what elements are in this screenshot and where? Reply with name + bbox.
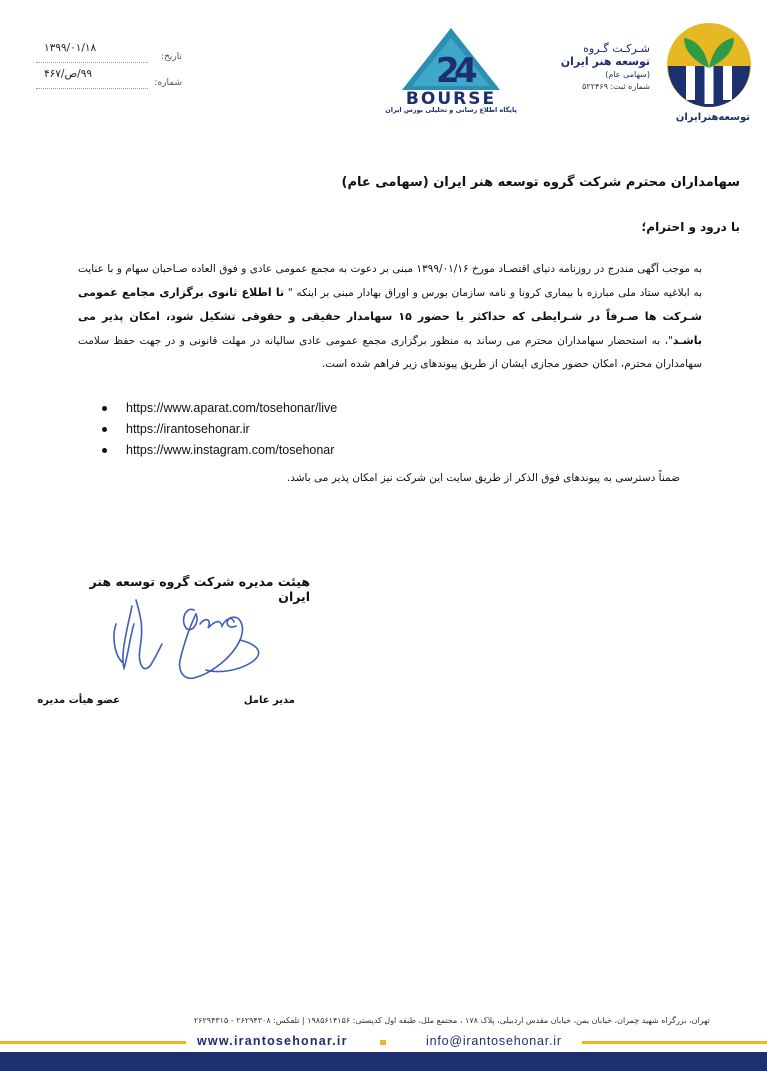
main-paragraph-emphasis: تا اطلاع ثانوی برگزاری مجامع عمومی شـرکت ها صـرفاً در شـرایطی که حداکثر با حضور ۱۵ سهامدار حقیقی و حقوقی تشکیل شود، امکان پذیر می باشـد bbox=[78, 286, 702, 347]
role-board-member: عضو هیأت مدیره bbox=[37, 695, 120, 706]
svg-text:2: 2 bbox=[436, 51, 460, 91]
main-paragraph bbox=[78, 258, 702, 376]
company-name-line2: توسعه هنر ایران bbox=[560, 55, 650, 68]
link-website[interactable]: https://irantosehonar.ir bbox=[126, 422, 250, 436]
footer-separator bbox=[380, 1040, 386, 1045]
main-paragraph-intro: به موجب آگهی مندرج در روزنامه دنیای اقتصـاد مورخ ۱۳۹۹/۰۱/۱۶ مبنی بر دعوت به مجمع عمومی عادی و فوق العاده صـاحبان سهام و با عنایت به ابلاغیه ستاد ملی مبارزه با بیماری کرونا و نامه سازمان بورس و اوراق بهادار مبنی بر اینکه " bbox=[78, 263, 702, 299]
signature-icon bbox=[100, 596, 290, 696]
role-ceo: مدیر عامل bbox=[243, 695, 295, 706]
bourse-caption: پایگاه اطلاع رسانی و تحلیلی بورس ایران bbox=[385, 106, 517, 114]
letter-meta bbox=[32, 42, 182, 94]
link-aparat[interactable]: https://www.aparat.com/tosehonar/live bbox=[126, 401, 338, 415]
bullet-icon bbox=[102, 448, 107, 453]
footer-contact-row bbox=[0, 1034, 767, 1050]
number-dots bbox=[36, 88, 148, 89]
company-name-line1: شـركـت گـروه bbox=[583, 42, 650, 55]
footer-website-link[interactable]: www.irantosehonar.ir bbox=[197, 1034, 348, 1048]
date-value: ۱۳۹۹/۰۱/۱۸ bbox=[44, 42, 97, 54]
footer-divider-right bbox=[582, 1041, 767, 1044]
bourse-logo-text: BOURSE bbox=[405, 89, 497, 109]
footer-divider-left bbox=[0, 1041, 186, 1044]
footer-band bbox=[0, 1052, 767, 1071]
board-title: هیئت مدیره شرکت گروه توسعه هنر ایران bbox=[89, 574, 310, 604]
secondary-paragraph: ضمناً دسترسی به پیوندهای فوق الذکر از طریق سایت این شرکت نیز امکان پذیر می باشد. bbox=[286, 472, 680, 484]
recipient-heading: سهامداران محترم شرکت گروه توسعه هنر ایران (سهامی عام) bbox=[341, 175, 740, 190]
company-logo-icon bbox=[666, 22, 752, 108]
footer-address: تهران، بزرگراه شهید چمران، خیابان یمن، خیابان مقدس اردبیلی، پلاک ۱۷۸ ، مجتمع ملل، طبقه اول کدپستی: ۱۹۸۵۶۱۴۱۵۶ | تلفکس: ۲۶۲۹۴۳۰۸ - ۲۶۲۹۴۳۱۵ bbox=[193, 1016, 710, 1025]
date-row bbox=[32, 42, 182, 68]
company-name-line3: (سهامی عام) bbox=[605, 70, 650, 79]
footer-email-link[interactable]: info@irantosehonar.ir bbox=[426, 1034, 562, 1048]
main-paragraph-conclusion: "، به استحضار سهامداران محترم می رساند به منظور برگزاری مجمع عمومی عادی سالیانه در مهلت قانونی و در جهت حفظ سلامت سهامداران محترم، امکان حضور مجازی ایشان از طریق پیوندهای زیر فراهم شده است. bbox=[78, 335, 702, 370]
company-logo-text: توسعه‌هنر‌ایران bbox=[675, 112, 750, 123]
list-item bbox=[102, 440, 502, 461]
date-label: تاریخ: bbox=[161, 52, 182, 62]
svg-text:4: 4 bbox=[454, 51, 478, 91]
number-row bbox=[32, 68, 182, 94]
bullet-icon bbox=[102, 406, 107, 411]
greeting: با درود و احترام؛ bbox=[641, 220, 740, 234]
link-instagram[interactable]: https://www.instagram.com/tosehonar bbox=[126, 443, 335, 457]
link-list bbox=[102, 398, 502, 461]
number-label: شماره: bbox=[154, 78, 182, 88]
list-item bbox=[102, 419, 502, 440]
date-dots bbox=[36, 62, 148, 63]
number-value: ۹۹/ص/۴۶۷ bbox=[44, 68, 92, 80]
bullet-icon bbox=[102, 427, 107, 432]
company-name-block bbox=[530, 42, 650, 92]
list-item bbox=[102, 398, 502, 419]
company-registration: شماره ثبت: ۵۲۲۴۶۹ bbox=[582, 82, 650, 91]
